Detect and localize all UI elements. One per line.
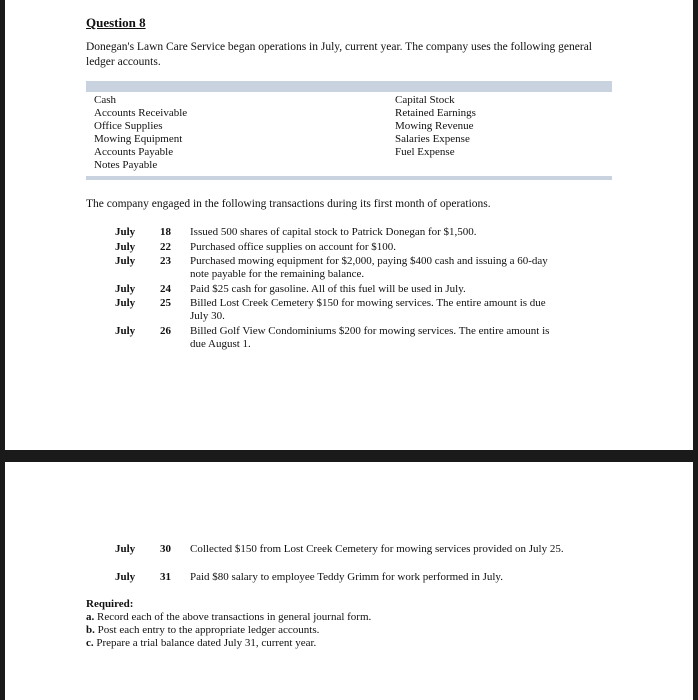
question-title: Question 8 [86, 15, 146, 30]
account-item: Office Supplies [94, 120, 163, 132]
account-item: Capital Stock [395, 94, 455, 106]
required-item-text: Prepare a trial balance dated July 31, current year. [96, 637, 317, 649]
account-item: Retained Earnings [395, 107, 476, 119]
account-item: Accounts Payable [94, 146, 174, 158]
transaction-month: July [115, 543, 136, 555]
account-item: Cash [94, 94, 116, 106]
transaction-day: 30 [160, 543, 171, 555]
required-item-text: Record each of the above transactions in general journal form. [97, 611, 372, 623]
required-item-key: c. [86, 637, 94, 649]
transaction-day: 31 [160, 571, 171, 583]
transaction-text: Billed Lost Creek Cemetery $150 for mowing services. The entire amount is due July 30. [190, 297, 546, 322]
transaction-month: July [115, 297, 136, 309]
transaction-day: 23 [160, 255, 171, 267]
account-item: Mowing Revenue [395, 120, 474, 132]
transaction-day: 26 [160, 325, 171, 337]
transaction-month: July [115, 226, 136, 238]
transaction-text: Purchased office supplies on account for $100. [190, 241, 396, 253]
required-item [86, 637, 371, 650]
required-section [86, 598, 371, 650]
transaction-month: July [115, 255, 136, 267]
required-item-key: b. [86, 624, 95, 636]
transaction-text: Paid $25 cash for gasoline. All of this fuel will be used in July. [190, 283, 466, 295]
transaction-text: Collected $150 from Lost Creek Cemetery for mowing services provided on July 25. [190, 543, 564, 555]
required-label: Required: [86, 598, 134, 610]
transaction-day: 18 [160, 226, 171, 238]
transaction-month: July [115, 571, 136, 583]
account-item: Salaries Expense [395, 133, 470, 145]
account-item: Notes Payable [94, 159, 158, 171]
transaction-month: July [115, 325, 136, 337]
transaction-day: 24 [160, 283, 171, 295]
accounts-left-column [94, 94, 187, 172]
transaction-text: Issued 500 shares of capital stock to Patrick Donegan for $1,500. [190, 226, 477, 238]
required-item [86, 624, 371, 637]
page-bottom [5, 462, 693, 700]
transaction-day: 22 [160, 241, 171, 253]
page-top [5, 0, 693, 450]
transaction-day: 25 [160, 297, 171, 309]
table-header-bar [86, 81, 612, 92]
transaction-text: Purchased mowing equipment for $2,000, paying $400 cash and issuing a 60-day note payable for the remaining balance. [190, 255, 548, 280]
required-item [86, 611, 371, 624]
account-item: Mowing Equipment [94, 133, 183, 145]
transactions-intro: The company engaged in the following transactions during its first month of operations. [86, 198, 491, 210]
account-item: Accounts Receivable [94, 107, 188, 119]
transaction-text: Billed Golf View Condominiums $200 for mowing services. The entire amount is due August 1. [190, 325, 550, 350]
required-item-key: a. [86, 611, 95, 623]
table-footer-bar [86, 176, 612, 180]
required-item-text: Post each entry to the appropriate ledger accounts. [97, 624, 320, 636]
transaction-text: Paid $80 salary to employee Teddy Grimm for work performed in July. [190, 571, 503, 583]
account-item: Fuel Expense [395, 146, 455, 158]
accounts-right-column [395, 94, 476, 159]
intro-paragraph: Donegan's Lawn Care Service began operations in July, current year. The company uses the following general ledger accounts. [86, 41, 592, 68]
transaction-month: July [115, 241, 136, 253]
transaction-month: July [115, 283, 136, 295]
